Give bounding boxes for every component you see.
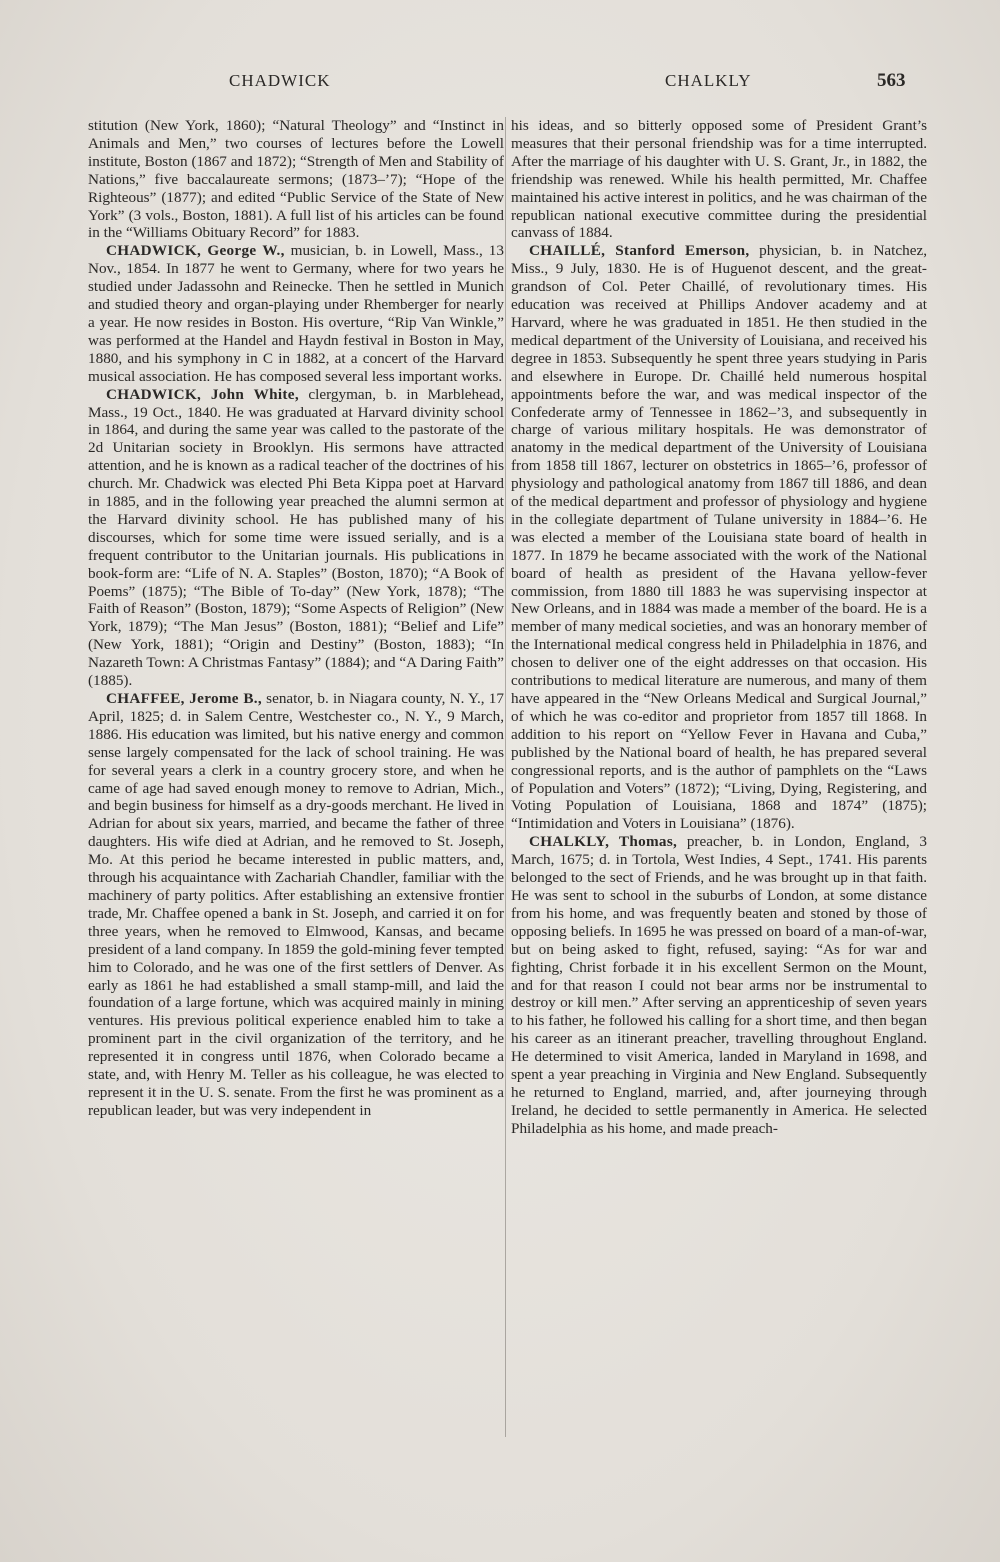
running-head xyxy=(0,71,1000,95)
running-head-center: CHALKLY xyxy=(665,71,752,90)
entry-text: physician, b. in Natchez, Miss., 9 July, 1830. He is of Huguenot descent, and the great-grandson of Col. Peter Chaillé, of revolutionary times. His education was received at Phillips Andover academy and at Harvard, where he was graduated in 1851. He then studied in the medical department of the University of Louisiana, and received his degree in 1853. Subsequently he spent three years studying in Paris and elsewhere in Europe. Dr. Chaillé held numerous hospital appointments before the war, and was medical inspector of the Confederate army of Tennessee in 1862–’3, and subsequently in charge of various military hospitals. He was demonstrator of anatomy in the medical department of the University of Louisiana from 1858 till 1867, lecturer on obstetrics in 1865–’6, professor of physiology and pathological anatomy from 1867 till 1886, and dean of the medical department and professor of physiology and hygiene in the collegiate department of Tulane university in 1884–’6. He was elected a member of the Louisiana state board of health in 1877. In 1879 he became associated with the work of the National board of health as president of the Havana yellow-fever commission, from 1880 till 1883 he was supervising inspector at New Orleans, and in 1884 was made a member of the board. He is a member of many medical societies, and was an honorary member of the International medical congress held in Philadelphia in 1876, and chosen to deliver one of the eight addresses on that occasion. His contributions to medical literature are numerous, and many of them have appeared in the “New Orleans Medical and Surgical Journal,” of which he was co-editor and proprietor from 1857 till 1868. In addition to his report on “Yellow Fever in Havana and Cuba,” published by the National board of health, he has prepared several congressional reports, and is the author of pamphlets on the “Laws of Population and Voters” (1872); “Living, Dying, Registering, and Voting Population of Louisiana, 1868 and 1874” (1875); “Intimidation and Voters in Louisiana” (1876). xyxy=(511,242,928,833)
entry-chaille-stanford xyxy=(511,242,927,833)
entry-text: senator, b. in Niagara county, N. Y., 17 April, 1825; d. in Salem Centre, Westchester co., N. Y., 9 March, 1886. His education was limited, but his native energy and common sense largely compensated for the lack of school training. He was for several years a clerk in a country grocery store, and when he came of age had saved enough money to remove to Adrian, Mich., and begin business for himself as a dry-goods merchant. He lived in Adrian for about six years, married, and became the father of three daughters. His wife died at Adrian, and he removed to St. Joseph, Mo. At this period he became interested in public matters, and, through his acquaintance with Zachariah Chandler, familiar with the machinery of party politics. After establishing an extensive frontier trade, Mr. Chaffee opened a bank in St. Joseph, and carried it on for three years, when he removed to Elmwood, Kansas, and became president of a land company. In 1859 the gold-mining fever tempted him to Colorado, and he was one of the first settlers of Denver. As early as 1861 he had established a small stamp-mill, and laid the foundation of a large fortune, which was acquired mainly in mining ventures. His previous political experience enabled him to take a prominent part in the civil organization of the territory, and he represented it in congress until 1876, when Colorado became a state, and, with Henry M. Teller as his colleague, he was elected to represent it in the U. S. senate. From the first he was prominent as a republican leader, but was very independent in xyxy=(88,690,504,1119)
entry-heading: CHAILLÉ, Stanford Emerson, xyxy=(529,242,750,260)
running-head-left: CHADWICK xyxy=(229,71,331,90)
entry-text: musician, b. in Lowell, Mass., 13 Nov., 1854. In 1877 he went to Germany, where for two years he studied under Jadassohn and Reinecke. Then he settled in Munich and studied theory and organ-playing under Rhemberger for nearly a year. He now resides in Boston. His overture, “Rip Van Winkle,” was performed at the Handel and Haydn festival in Boston in May, 1880, and his symphony in C in 1882, at a concert of the Harvard musical association. He has composed several less important works. xyxy=(88,242,504,385)
entry-heading: CHALKLY, Thomas, xyxy=(529,833,678,851)
entry-chaffee-jerome xyxy=(88,690,504,1120)
continuation-paragraph: stitution (New York, 1860); “Natural Theology” and “Instinct in Animals and Men,” two courses of lectures before the Lowell institute, Boston (1867 and 1872); “Strength of Men and Stability of Nations,” five baccalaureate sermons; (1873–’7); “Hope of the Righteous” (1877); and edited “Public Service of the State of New York” (3 vols., Boston, 1881). A full list of his articles can be found in the “Williams Obituary Record” for 1883. xyxy=(88,117,504,242)
entry-heading: CHADWICK, George W., xyxy=(106,242,285,260)
entry-text: preacher, b. in London, England, 3 March, 1675; d. in Tortola, West Indies, 4 Sept., 1741. His parents belonged to the sect of Friends, and he was brought up in that faith. He was sent to school in the suburbs of London, at some distance from his home, and was frequently beaten and stoned by those of opposing beliefs. In 1695 he was pressed on board of a man-of-war, but on being asked to fight, refused, saying: “As for war and fighting, Christ forbade it in his excellent Sermon on the Mount, and for that reason I could not bear arms nor be instrumental to destroy or kill men.” After serving an apprenticeship of seven years to his father, he followed his calling for a short time, and then began his career as an itinerant preacher, travelling throughout England. He determined to visit America, landed in Maryland in 1698, and spent a year preaching in Virginia and New England. Subsequently he returned to England, married, and, after journeying through Ireland, he decided to settle permanently in America. He selected Philadelphia as his home, and made preach- xyxy=(511,833,927,1137)
entry-chadwick-george xyxy=(88,242,504,385)
entry-chalkly-thomas xyxy=(511,833,927,1137)
entry-heading: CHAFFEE, Jerome B., xyxy=(106,690,262,707)
entry-chadwick-john xyxy=(88,386,504,690)
entry-heading: CHADWICK, John White, xyxy=(106,385,299,403)
column-divider xyxy=(505,117,506,1437)
page-number: 563 xyxy=(877,70,906,91)
right-column xyxy=(511,117,927,1138)
entry-text: clergyman, b. in Marblehead, Mass., 19 Oct., 1840. He was graduated at Harvard divinity school in 1864, and during the same year was called to the pastorate of the 2d Unitarian society in Brooklyn. His sermons have attracted attention, and he is known as a radical teacher of the doctrines of his church. Mr. Chadwick was elected Phi Beta Kippa poet at Harvard in 1885, and in the following year preached the alumni sermon at the Harvard divinity school. He has published many of his discourses, which for some time were issued serially, and is a frequent contributor to the Unitarian journals. His publications in book-form are: “Life of N. A. Staples” (Boston, 1870); “A Book of Poems” (1875); “The Bible of To-day” (New York, 1878); “The Faith of Reason” (Boston, 1879); “Some Aspects of Religion” (New York, 1879); “The Man Jesus” (Boston, 1881); “Belief and Life” (New York, 1881); “Origin and Destiny” (Boston, 1883); “In Nazareth Town: A Christmas Fantasy” (1884); and “A Daring Faith” (1885). xyxy=(88,385,504,690)
continuation-paragraph: his ideas, and so bitterly opposed some of President Grant’s measures that their personal friendship was for a time interrupted. After the marriage of his daughter with U. S. Grant, Jr., in 1882, the friendship was renewed. While his health permitted, Mr. Chaffee maintained his active interest in politics, and he was chairman of the republican national executive committee during the presidential canvass of 1884. xyxy=(511,117,927,242)
left-column xyxy=(88,117,504,1120)
